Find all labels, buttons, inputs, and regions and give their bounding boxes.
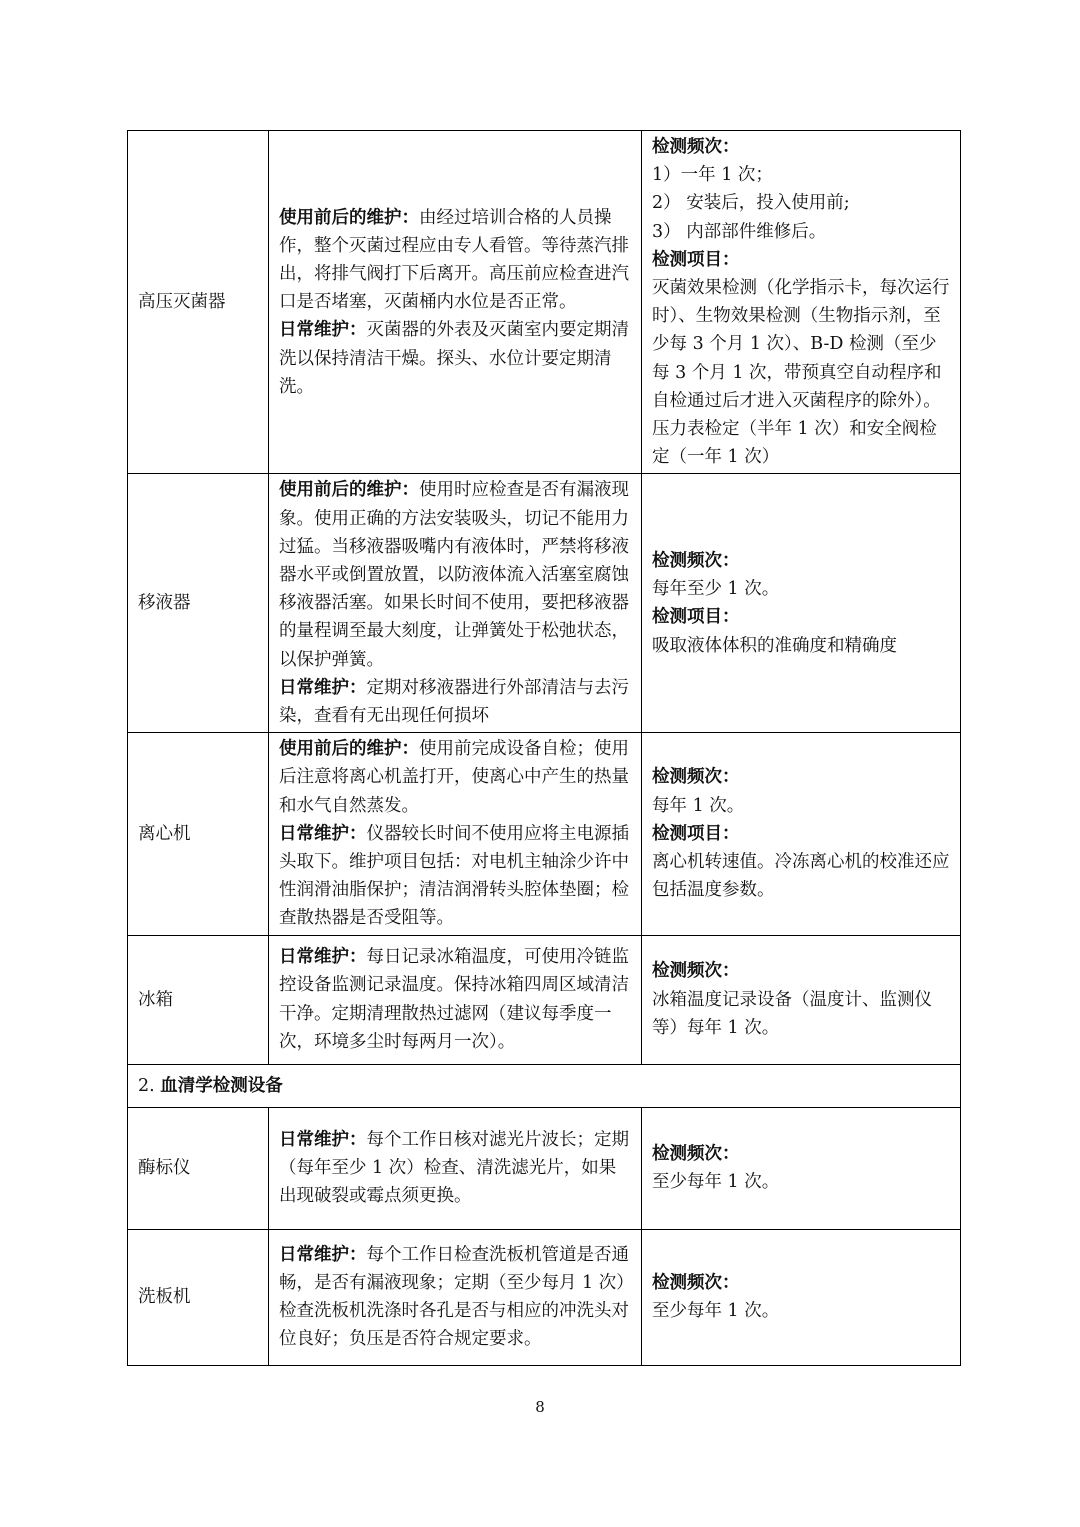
maintenance-cell	[269, 1107, 642, 1229]
items-label: 检测项目：	[652, 823, 740, 844]
table-row	[128, 935, 961, 1064]
maintenance-cell	[269, 474, 642, 733]
inspection-cell	[642, 1107, 961, 1229]
inspection-cell	[642, 474, 961, 733]
maint-label: 日常维护：	[279, 677, 367, 698]
items-label: 检测项目：	[652, 249, 740, 270]
freq-line: 至少每年 1 次。	[652, 1172, 780, 1193]
maint-label: 日常维护：	[279, 823, 367, 844]
items-text: 离心机转速值。冷冻离心机的校准还应包括温度参数。	[652, 852, 950, 901]
equipment-name: 离心机	[128, 733, 269, 935]
table-row	[128, 1107, 961, 1229]
table-row	[128, 131, 961, 474]
maint-label: 日常维护：	[279, 1129, 367, 1150]
equipment-name: 冰箱	[128, 935, 269, 1064]
maint-text: 每日记录冰箱温度，可使用冷链监控设备监测记录温度。保持冰箱四周区域清洁干净。定期清理散热过滤网（建议每季度一次，环境多尘时每两月一次）。	[279, 947, 629, 1052]
equipment-name: 高压灭菌器	[128, 131, 269, 474]
section-title: 血清学检测设备	[160, 1075, 283, 1096]
inspection-cell	[642, 733, 961, 935]
table-row	[128, 474, 961, 733]
maintenance-cell	[269, 935, 642, 1064]
items-label: 检测项目：	[652, 607, 740, 628]
equipment-name: 洗板机	[128, 1229, 269, 1365]
maint-text: 使用时应检查是否有漏液现象。使用正确的方法安装吸头，切记不能用力过猛。当移液器吸嘴内有液体时，严禁将移液器水平或倒置放置，以防液体流入活塞室腐蚀移液器活塞。如果长时间不使用，要把移液器的量程调至最大刻度，让弹簧处于松弛状态，以保护弹簧。	[279, 480, 629, 670]
maint-text: 定期对移液器进行外部清洁与去污染，查看有无出现任何损坏	[279, 677, 629, 727]
maint-text: 每个工作日核对滤光片波长；定期（每年至少 1 次）检查、清洗滤光片，如果出现破裂或霉点须更换。	[279, 1129, 629, 1207]
inspection-cell	[642, 1229, 961, 1365]
maint-label: 使用前后的维护：	[279, 207, 419, 228]
maintenance-cell	[269, 131, 642, 474]
freq-line: 2） 安装后，投入使用前;	[652, 193, 850, 214]
maint-text: 仪器较长时间不使用应将主电源插头取下。维护项目包括：对电机主轴涂少许中性润滑油脂保护；清洁润滑转头腔体垫圈；检查散热器是否受阻等。	[279, 823, 629, 929]
freq-label: 检测频次：	[652, 1272, 740, 1293]
freq-label: 检测频次：	[652, 961, 740, 982]
inspection-cell	[642, 935, 961, 1064]
section-header-row	[128, 1064, 961, 1107]
table-row	[128, 733, 961, 935]
freq-label: 检测频次：	[652, 767, 740, 788]
equipment-maintenance-table	[127, 130, 961, 1366]
items-text: 吸取液体体积的准确度和精确度	[652, 635, 897, 656]
freq-label: 检测频次：	[652, 137, 740, 157]
freq-line: 1）一年 1 次；	[652, 165, 773, 186]
page-number: 8	[535, 1398, 545, 1416]
maint-text: 由经过培训合格的人员操作，整个灭菌过程应由专人看管。等待蒸汽排出，将排气阀打下后离开。高压前应检查进汽口是否堵塞，灭菌桶内水位是否正常。	[279, 207, 629, 313]
equipment-name: 移液器	[128, 474, 269, 733]
freq-line: 每年至少 1 次。	[652, 579, 780, 600]
freq-line: 至少每年 1 次。	[652, 1301, 780, 1322]
maint-text: 使用前完成设备自检；使用后注意将离心机盖打开，使离心中产生的热量和水气自然蒸发。	[279, 739, 629, 816]
freq-line: 每年 1 次。	[652, 795, 745, 816]
section-number: 2.	[138, 1075, 155, 1096]
freq-line: 3） 内部部件维修后。	[652, 221, 827, 242]
maintenance-cell	[269, 733, 642, 935]
freq-line: 冰箱温度记录设备（温度计、监测仪等）每年 1 次。	[652, 989, 932, 1038]
maint-text: 灭菌器的外表及灭菌室内要定期清洗以保持清洁干燥。探头、水位计要定期清洗。	[279, 320, 629, 397]
maint-label: 使用前后的维护：	[279, 480, 419, 501]
inspection-cell	[642, 131, 961, 474]
section-heading	[128, 1064, 961, 1107]
equipment-name: 酶标仪	[128, 1107, 269, 1229]
table-row	[128, 1229, 961, 1365]
freq-label: 检测频次：	[652, 550, 740, 571]
maint-label: 日常维护：	[279, 1244, 367, 1265]
maint-text: 每个工作日检查洗板机管道是否通畅，是否有漏液现象；定期（至少每月 1 次）检查洗板机洗涤时各孔是否与相应的冲洗头对位良好；负压是否符合规定要求。	[279, 1244, 629, 1350]
maint-label: 使用前后的维护：	[279, 739, 419, 760]
freq-label: 检测频次：	[652, 1143, 740, 1164]
maintenance-cell	[269, 1229, 642, 1365]
maint-label: 日常维护：	[279, 320, 367, 341]
maint-label: 日常维护：	[279, 947, 367, 968]
items-text: 灭菌效果检测（化学指示卡，每次运行时）、生物效果检测（生物指示剂，至少每 3 个月 1 次）、B-D 检测（至少每 3 个月 1 次，带预真空自动程序和自检通过后才进入灭菌程序的除外）。压力表检定（半年 1 次）和安全阀检定（一年 1 次）	[652, 278, 950, 468]
